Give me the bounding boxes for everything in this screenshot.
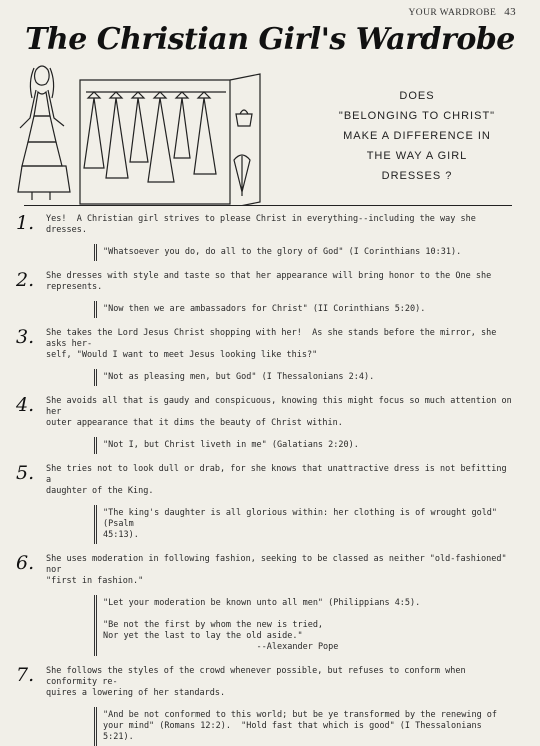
list-item [16,554,516,656]
scripture-quote: "Not I, but Christ liveth in me" (Galatians 2:20). [94,437,516,454]
section-name: YOUR WARDROBE [408,8,497,18]
principles-list [16,214,516,746]
item-number: 4. [16,394,35,416]
question-line: MAKE A DIFFERENCE IN [343,130,491,142]
item-number: 3. [16,326,35,348]
list-item [16,666,516,746]
item-number: 6. [16,552,35,574]
list-item [16,464,516,544]
scripture-quote: "Whatsoever you do, do all to the glory of God" (I Corinthians 10:31). [94,244,516,261]
question-line: THE WAY A GIRL [366,150,468,162]
scripture-quote: "Let your moderation be known unto all men" (Philippians 4:5). "Be not the first by whom the new is tried, Nor yet the last to lay the old aside." --Alexander Pope [94,595,516,656]
item-number: 5. [16,462,35,484]
question-block [322,86,512,186]
scripture-quote: "And be not conformed to this world; but be ye transformed by the renewing of your mind" (Romans 12:2). "Hold fast that which is good" (I Thessalonians 5:21). [94,707,516,746]
question-line: DOES [399,90,435,102]
item-number: 7. [16,664,35,686]
item-text: She avoids all that is gaudy and conspicuous, knowing this might focus so much attention on her outer appearance that it dims the beauty of Christ within. [46,396,512,428]
question-line: "BELONGING TO CHRIST" [338,110,496,122]
divider-rule [24,205,512,206]
scripture-quote: "Now then we are ambassadors for Christ" (II Corinthians 5:20). [94,301,516,318]
list-item [16,271,516,318]
item-number: 1. [16,212,35,234]
item-text: She uses moderation in following fashion, seeking to be classed as neither "old-fashioned" nor "first in fashion." [46,554,507,586]
item-text: Yes! A Christian girl strives to please Christ in everything--including the way she dresses. [46,214,481,235]
wardrobe-illustration [14,56,334,206]
page-title: The Christian Girl's Wardrobe [25,22,515,57]
scripture-quote: "Not as pleasing men, but God" (I Thessalonians 2:4). [94,369,516,386]
list-item [16,396,516,454]
question-line: DRESSES ? [381,170,453,182]
item-text: She takes the Lord Jesus Christ shopping with her! As she stands before the mirror, she asks her- self, "Would I want to meet Jesus looking like this?" [46,328,497,360]
page-number: 43 [504,6,516,18]
item-text: She dresses with style and taste so that her appearance will bring honor to the One she represents. [46,271,497,292]
item-text: She tries not to look dull or drab, for she knows that unattractive dress is not befitting a daughter of the King. [46,464,507,496]
list-item [16,328,516,386]
running-header [409,6,516,18]
item-text: She follows the styles of the crowd whenever possible, but refuses to conform when conformity re- quires a lowering of her standards. [46,666,466,698]
list-item [16,214,516,261]
item-number: 2. [16,269,35,291]
scripture-quote: "The king's daughter is all glorious within: her clothing is of wrought gold" (Psalm 45:13). [94,505,516,544]
